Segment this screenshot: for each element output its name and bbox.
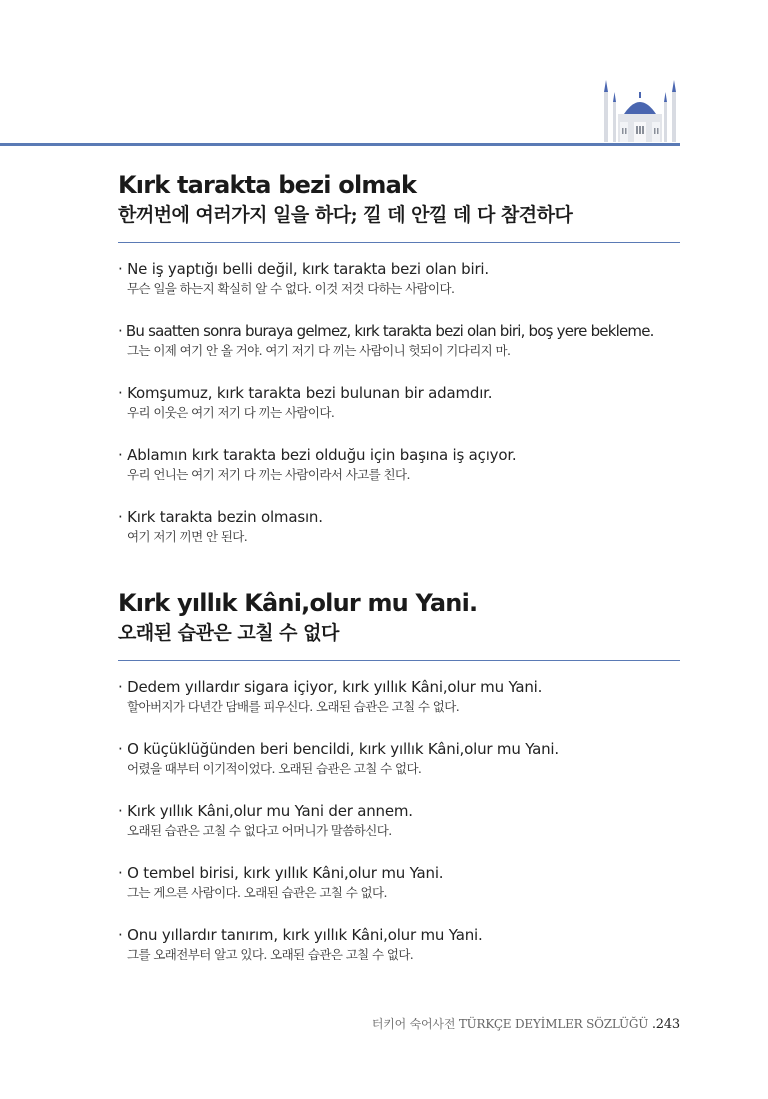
example-turkish: · Ablamın kırk tarakta bezi olduğu için başına iş açıyor. (118, 446, 517, 464)
example-turkish: · Kırk yıllık Kâni,olur mu Yani der annem. (118, 802, 413, 820)
example-korean: 그는 게으른 사람이다. 오래된 습관은 고칠 수 없다. (127, 885, 387, 900)
idiom-section (118, 168, 680, 546)
footer-book-title: 터키어 숙어사전 TÜRKÇE DEYİMLER SÖZLÜĞÜ (371, 1017, 649, 1031)
example-turkish: · Bu saatten sonra buraya gelmez, kırk tarakta bezi olan biri, boş yere bekleme. (118, 322, 654, 340)
example-item (118, 444, 680, 484)
example-korean: 우리 언니는 여기 저기 다 끼는 사람이라서 사고를 친다. (127, 467, 410, 482)
page-footer (372, 1015, 680, 1032)
example-korean: 오래된 습관은 고칠 수 없다고 어머니가 말씀하신다. (127, 823, 392, 838)
idiom-meaning: 오래된 습관은 고칠 수 없다 (118, 622, 339, 644)
example-turkish: · Onu yıllardır tanırım, kırk yıllık Kâni,olur mu Yani. (118, 926, 483, 944)
example-turkish: · Ne iş yaptığı belli değil, kırk tarakta bezi olan biri. (118, 260, 489, 278)
example-item (118, 924, 680, 964)
example-korean: 무슨 일을 하는지 확실히 알 수 없다. 이것 저것 다하는 사람이다. (127, 281, 455, 296)
section-divider (118, 242, 680, 243)
example-korean: 우리 이웃은 여기 저기 다 끼는 사람이다. (127, 405, 335, 420)
example-korean: 할아버지가 다년간 담배를 피우신다. 오래된 습관은 고칠 수 없다. (127, 699, 460, 714)
example-turkish: · O tembel birisi, kırk yıllık Kâni,olur mu Yani. (118, 864, 444, 882)
example-item (118, 676, 680, 716)
example-item (118, 320, 680, 360)
example-turkish: · Kırk tarakta bezin olmasın. (118, 508, 323, 526)
example-korean: 어렸을 때부터 이기적이었다. 오래된 습관은 고칠 수 없다. (127, 761, 422, 776)
example-item (118, 506, 680, 546)
example-item (118, 382, 680, 422)
section-divider (118, 660, 680, 661)
example-turkish: · Komşumuz, kırk tarakta bezi bulunan bir adamdır. (118, 384, 493, 402)
idiom-title: Kırk tarakta bezi olmak (118, 171, 417, 199)
example-turkish: · O küçüklüğünden beri bencildi, kırk yıllık Kâni,olur mu Yani. (118, 740, 559, 758)
example-item (118, 800, 680, 840)
example-item (118, 258, 680, 298)
idiom-title: Kırk yıllık Kâni,olur mu Yani. (118, 589, 478, 617)
mosque-icon (598, 78, 682, 144)
example-item (118, 862, 680, 902)
example-korean: 그를 오래전부터 알고 있다. 오래된 습관은 고칠 수 없다. (127, 947, 414, 962)
page-content (118, 168, 680, 1004)
example-korean: 그는 이제 여기 안 올 거야. 여기 저기 다 끼는 사람이니 헛되이 기다리지 마. (127, 343, 511, 358)
example-turkish: · Dedem yıllardır sigara içiyor, kırk yıllık Kâni,olur mu Yani. (118, 678, 543, 696)
page-number: .243 (651, 1017, 680, 1032)
example-korean: 여기 저기 끼면 안 된다. (127, 529, 248, 544)
header-rule (0, 143, 680, 146)
idiom-meaning: 한꺼번에 여러가지 일을 하다; 낄 데 안낄 데 다 참견하다 (118, 204, 573, 226)
idiom-section (118, 586, 680, 964)
example-item (118, 738, 680, 778)
